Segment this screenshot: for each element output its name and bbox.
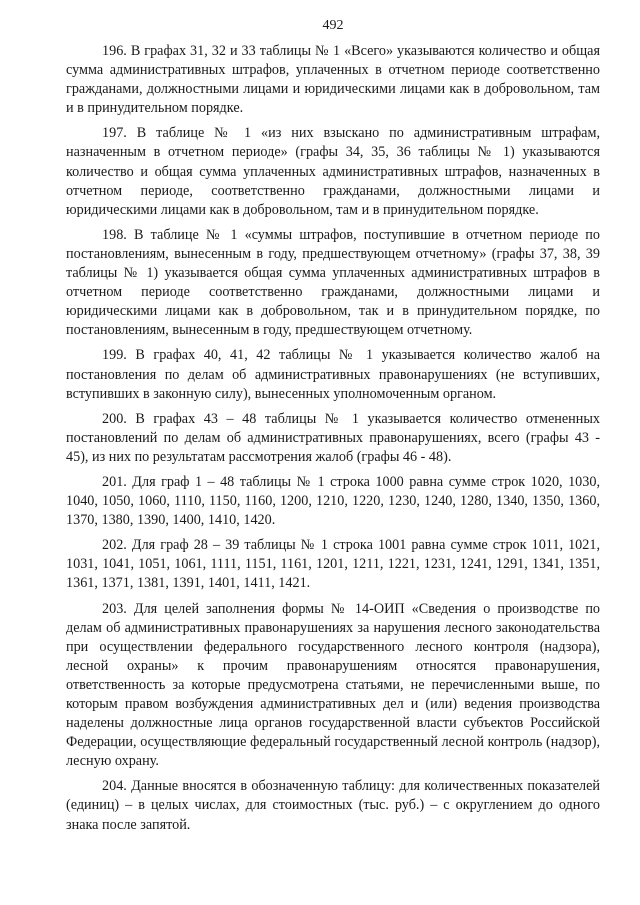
paragraph-198: 198. В таблице № 1 «суммы штрафов, поступившие в отчетном периоде по постановлениям, вынесенным в году, предшествующем отчетному» (графы 37, 38, 39 таблицы № 1) указывается общая сумма уплаченных административных штрафов в отчетном периоде соответственно гражданами, должностными лицами и юридическими лицами как в добровольном, так и в принудительном порядке, по постановлениям, вынесенным в году, предшествующем отчетному. [66, 226, 600, 339]
paragraph-199: 199. В графах 40, 41, 42 таблицы № 1 указывается количество жалоб на постановления по делам об административных правонарушениях (не вступивших, вступивших в законную силу), вынесенных уполномоченным органом. [66, 347, 600, 402]
paragraph-204: 204. Данные вносятся в обозначенную таблицу: для количественных показателей (единиц) – в целых числах, для стоимостных (тыс. руб.) – с округлением до одного знака после запятой. [66, 778, 600, 833]
paragraph-197: 197. В таблице № 1 «из них взыскано по административным штрафам, назначенным в отчетном периоде» (графы 34, 35, 36 таблицы № 1) указываются количество и общая сумма уплаченных административных штрафов, назначенных в отчетном периоде, соответственно гражданами, должностными лицами и юридическими лицами как в добровольном, там и в принудительном порядке. [66, 125, 600, 218]
paragraph-201: 201. Для граф 1 – 48 таблицы № 1 строка 1000 равна сумме строк 1020, 1030, 1040, 1050, 1060, 1110, 1150, 1160, 1200, 1210, 1220, 1230, 1240, 1280, 1340, 1350, 1360, 1370, 1380, 1390, 1400, 1410, 1420. [66, 473, 600, 529]
paragraph-196: 196. В графах 31, 32 и 33 таблицы № 1 «Всего» указываются количество и общая сумма административных штрафов, уплаченных в отчетном периоде соответственно гражданами, должностными лицами и юридическими лицами как в добровольном, там и в принудительном порядке. [66, 43, 600, 117]
page-number: 492 [322, 18, 344, 33]
paragraph-203: 203. Для целей заполнения формы № 14-ОИП «Сведения о производстве по делам об административных правонарушениях за нарушения лесного законодательства при осуществлении федерального государственного лесного контроля (надзора), лесной охраны» к прочим правонарушениям относятся правонарушения, ответственность за которые предусмотрена статьями, не перечисленными выше, по которым правом возбуждения административных дел и (или) ведения производства наделены должностные лица органов государственной власти субъектов Российской Федерации, осуществляющие федеральный государственный лесной контроль (надзор), лесную охрану. [66, 600, 600, 770]
paragraph-200: 200. В графах 43 – 48 таблицы № 1 указывается количество отмененных постановлений по делам об административных правонарушениях, всего (графы 43 - 45), из них по результатам рассмотрения жалоб (графы 46 - 48). [66, 410, 600, 465]
paragraph-202: 202. Для граф 28 – 39 таблицы № 1 строка 1001 равна сумме строк 1011, 1021, 1031, 1041, 1051, 1061, 1111, 1151, 1161, 1201, 1211, 1221, 1231, 1241, 1291, 1341, 1351, 1361, 1371, 1381, 1391, 1401, 1411, 1421. [66, 537, 600, 592]
document-page [66, 18, 600, 841]
